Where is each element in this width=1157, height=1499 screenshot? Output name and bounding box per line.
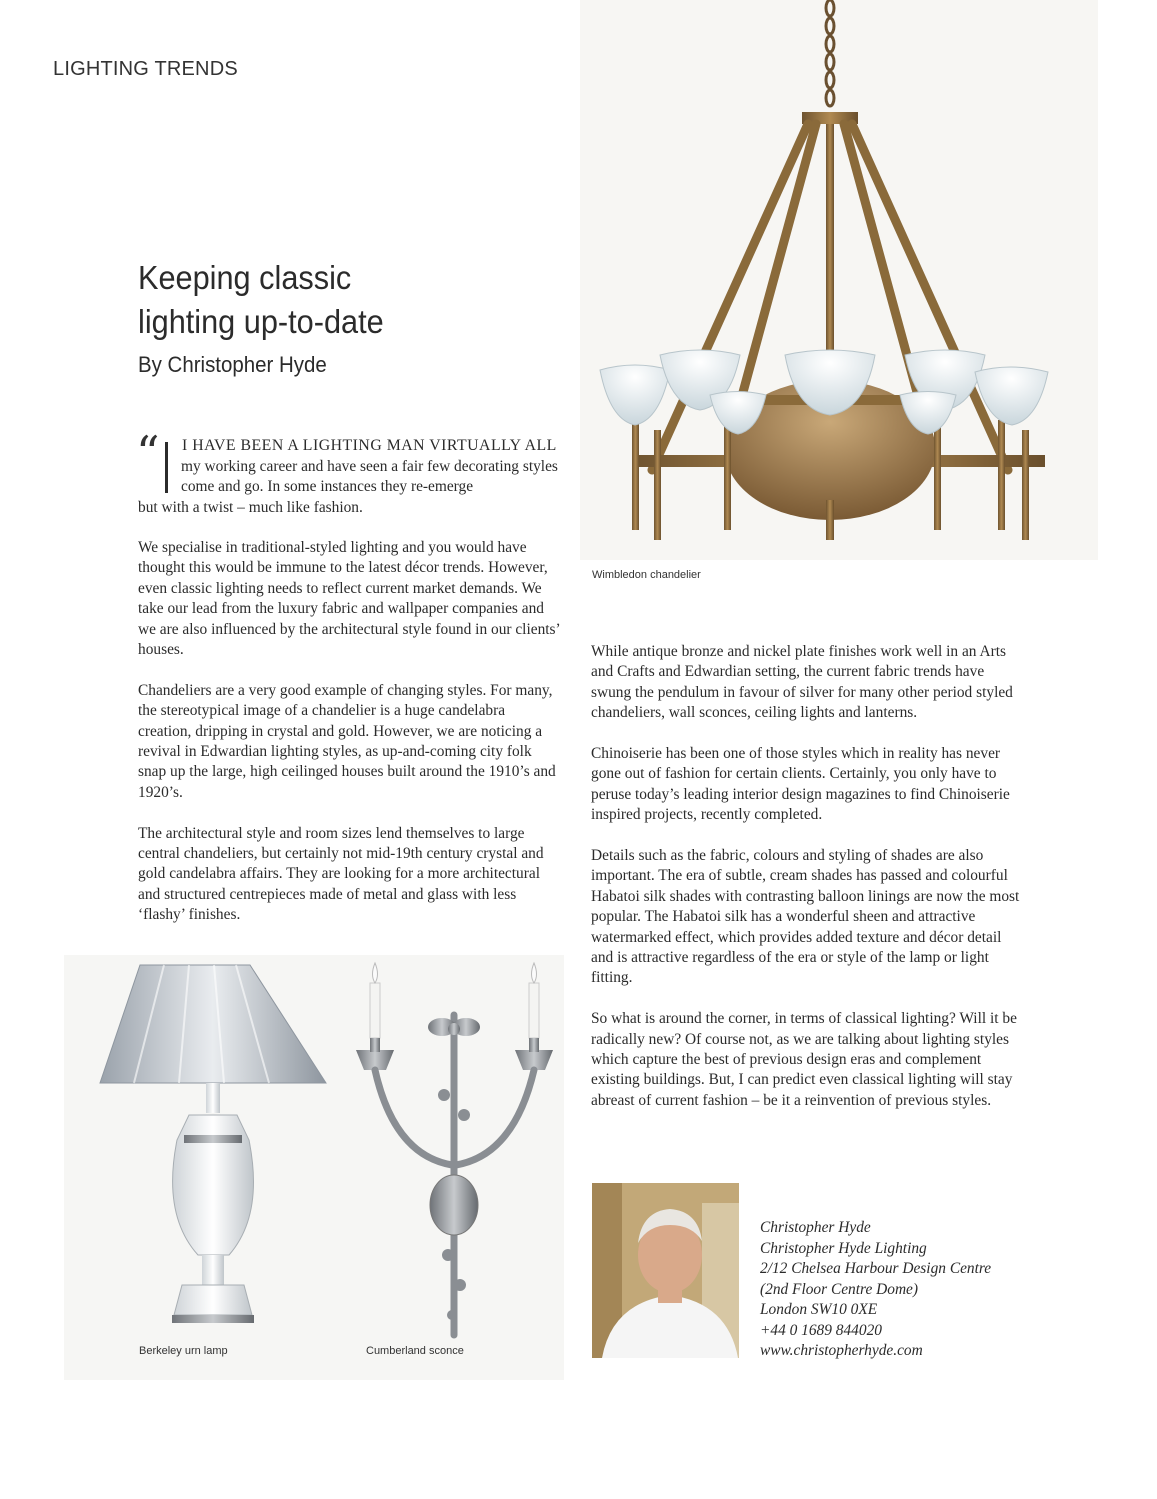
drop-cap-bar [165, 442, 168, 493]
lead-text-end: but with a twist – much like fashion. [138, 499, 363, 516]
right-column [591, 642, 1023, 1132]
contact-company: Christopher Hyde Lighting [760, 1239, 927, 1257]
paragraph: Details such as the fabric, colours and styling of shades are also important. The era of subtle, cream shades has passed and colourful Habatoi silk shades with contrasting balloon linings are now the most popular. The Habatoi silk has a wonderful sheen and attractive watermarked effect, which provides added texture and décor detail and is attractive regardless of the era or style of the lamp or light fitting. [591, 847, 1020, 987]
quote-mark-icon: “ [136, 426, 160, 480]
paragraph: The architectural style and room sizes lend themselves to large central chandeliers, but certainly not mid-19th century crystal and gold candelabra affairs. They are looking for a more architectural and structured centrepieces made of metal and glass with less ‘flashy’ finishes. [138, 824, 544, 924]
contact-phone: +44 0 1689 844020 [760, 1321, 882, 1339]
title-line-1: Keeping classic [138, 259, 352, 296]
lead-caps: I HAVE BEEN A LIGHTING MAN VIRTUALLY ALL [182, 437, 557, 454]
contact-name: Christopher Hyde [760, 1219, 871, 1236]
author-portrait [592, 1183, 739, 1358]
section-label: LIGHTING TRENDS [53, 58, 238, 80]
portrait-illustration [592, 1183, 739, 1358]
contact-address-line-2: (2nd Floor Centre Dome) [760, 1280, 919, 1298]
lamp-and-sconce-illustration [64, 955, 564, 1380]
chandelier-illustration [580, 0, 1098, 560]
article-byline: By Christopher Hyde [138, 352, 327, 377]
title-line-2: lighting up-to-date [138, 303, 384, 340]
chandelier-caption: Wimbledon chandelier [592, 569, 701, 581]
contact-address-line-1: 2/12 Chelsea Harbour Design Centre [760, 1260, 992, 1277]
article-title [138, 256, 529, 344]
left-column [138, 538, 562, 946]
products-photo [64, 955, 564, 1380]
sconce-caption: Cumberland sconce [366, 1345, 464, 1357]
paragraph: So what is around the corner, in terms of classical lighting? Will it be radically new? Of course not, as we are talking about lighting styles which capture the best of previous design eras and complement existing buildings. But, I can predict even classical lighting will stay abreast of current fashion – be it a reinvention of previous styles. [591, 1010, 1017, 1109]
contact-city: London SW10 0XE [760, 1301, 878, 1318]
lamp-caption: Berkeley urn lamp [139, 1345, 228, 1357]
contact-website[interactable]: www.christopherhyde.com [760, 1342, 923, 1359]
paragraph: Chinoiserie has been one of those styles which in reality has never gone out of fashion for certain clients. Certainly, you only have to peruse today’s leading interior design magazines to find Chinoiserie inspired projects, recently completed. [591, 745, 1010, 824]
paragraph: We specialise in traditional-styled lighting and you would have thought this would be immune to the latest décor trends. However, even classic lighting needs to reflect current market demands. We take our lead from the luxury fabric and wallpaper companies and we are also influenced by the architectural style found in our clients’ houses. [138, 539, 560, 659]
paragraph: While antique bronze and nickel plate finishes work well in an Arts and Crafts and Edwardian setting, the current fabric trends have swung the pendulum in favour of silver for many other period styled chandeliers, wall sconces, ceiling lights and lanterns. [591, 643, 1013, 722]
lead-text: my working career and have seen a fair few decorating styles come and go. In some instances they re-emerge [181, 458, 558, 496]
paragraph: Chandeliers are a very good example of changing styles. For many, the stereotypical image of a chandelier is a huge candelabra creation, dripping in crystal and gold. However, we are noticing a revival in Edwardian lighting styles, as up-and-coming city folk snap up the large, high ceilinged houses built around the 1910’s and 1920’s. [138, 681, 556, 801]
chandelier-photo [580, 0, 1098, 560]
author-contact [760, 1218, 991, 1362]
